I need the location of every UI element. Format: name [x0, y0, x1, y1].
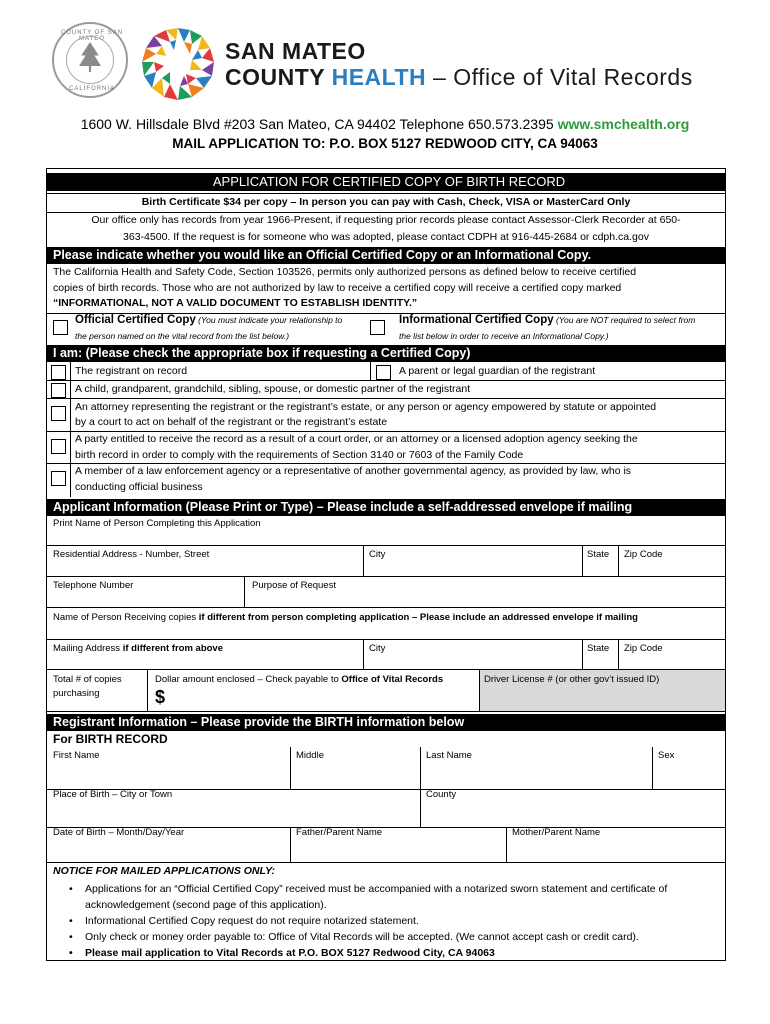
receiving-label-a: Name of Person Receiving copies	[53, 612, 199, 623]
dollar-amount-label	[155, 674, 443, 686]
brand-county: COUNTY	[225, 64, 325, 90]
total-copies-label-2: purchasing	[53, 688, 100, 699]
option-family: A child, grandparent, grandchild, sibling, spouse, or domestic partner of the registrant	[75, 383, 471, 395]
seal-top-text: COUNTY OF SAN MATEO	[60, 30, 124, 42]
mail-to-address: MAIL APPLICATION TO: P.O. BOX 5127 REDWOOD CITY, CA 94063	[172, 136, 598, 151]
father-label: Father/Parent Name	[296, 827, 383, 838]
records-line-2: 363-4500. If the request is for someone who was adopted, please contact CDPH at 916-445-2684 or cdph.ca.gov	[123, 231, 649, 243]
last-name-label: Last Name	[426, 750, 472, 761]
brand-county-health	[225, 64, 693, 91]
website-link[interactable]: www.smchealth.org	[557, 116, 690, 132]
price-line: Birth Certificate $34 per copy – In person you can pay with Cash, Check, VISA or MasterCard Only	[141, 196, 631, 208]
indicate-bar: Please indicate whether you would like an Official Certified Copy or an Informational Copy.	[47, 247, 725, 264]
info-copy-note-2: the list below in order to receive an Informational Copy.)	[399, 331, 609, 341]
info-copy-note-1: (You are NOT required to select from	[553, 315, 696, 325]
driver-license-label: Driver License # (or other gov’t issued ID)	[484, 674, 660, 685]
sex-label: Sex	[658, 750, 675, 761]
place-of-birth-label: Place of Birth – City or Town	[53, 789, 173, 800]
zip-label: Zip Code	[624, 549, 663, 560]
mother-label: Mother/Parent Name	[512, 827, 601, 838]
mailing-state-label: State	[587, 643, 610, 654]
brand-health: HEALTH	[331, 64, 427, 90]
official-copy-checkbox[interactable]	[53, 320, 68, 335]
dollar-label-b: Office of Vital Records	[341, 674, 444, 685]
official-copy-label-row	[75, 313, 342, 329]
info-copy-label: Informational Certified Copy	[399, 314, 554, 326]
purpose-label: Purpose of Request	[252, 580, 336, 591]
official-copy-label: Official Certified Copy	[75, 314, 196, 326]
option-law-1: A member of a law enforcement agency or a representative of another governmental agency, as provided by law, who is	[75, 465, 632, 477]
state-label: State	[587, 549, 610, 560]
option-court-2: birth record in order to comply with the requirements of Section 3140 or 7603 of the Family Code	[75, 449, 524, 461]
notice-item-4: • Please mail application to Vital Records at P.O. BOX 5127 Redwood City, CA 94063	[69, 945, 719, 961]
dollar-sign: $	[155, 687, 166, 707]
smc-health-logo-icon	[140, 26, 216, 102]
code-line-1: The California Health and Safety Code, Section 103526, permits only authorized persons as defined below to receive certified	[53, 266, 637, 278]
brand-san-mateo: SAN MATEO	[225, 38, 366, 64]
option-attorney-2: by a court to act on behalf of the registrant or the registrant’s estate	[75, 416, 388, 428]
option-parent: A parent or legal guardian of the registrant	[399, 365, 596, 377]
print-name-label: Print Name of Person Completing this Application	[53, 518, 261, 529]
code-line-3: “INFORMATIONAL, NOT A VALID DOCUMENT TO ESTABLISH IDENTITY.”	[53, 297, 418, 309]
option-registrant: The registrant on record	[75, 365, 188, 377]
info-copy-label-row	[399, 313, 695, 329]
city-label: City	[369, 549, 386, 560]
receiving-name-label	[53, 612, 638, 624]
official-copy-note-2: the person named on the vital record from the list below.)	[75, 331, 290, 341]
dob-label: Date of Birth – Month/Day/Year	[53, 827, 185, 838]
notice-item-2: • Informational Certified Copy request do not require notarized statement.	[69, 913, 719, 929]
registrant-checkbox[interactable]	[51, 365, 66, 380]
receiving-label-b: if different from person completing application – Please include an addressed envelope if mailing	[198, 612, 638, 623]
records-line-1: Our office only has records from year 1966-Present, if requesting prior records please contact Assessor-Clerk Recorder at 650-	[91, 214, 681, 226]
mailing-label-b: if different from above	[122, 643, 223, 654]
brand-office-title: – Office of Vital Records	[426, 64, 693, 90]
court-order-checkbox[interactable]	[51, 439, 66, 454]
registrant-bar: Registrant Information – Please provide the BIRTH information below	[47, 714, 725, 731]
mailing-address-label	[53, 643, 223, 655]
option-court-1: A party entitled to receive the record as a result of a court order, or an attorney or a licensed adoption agency seeking the	[75, 433, 638, 445]
office-address	[0, 116, 770, 132]
form-title: APPLICATION FOR CERTIFIED COPY OF BIRTH RECORD	[47, 173, 725, 191]
address-text: 1600 W. Hillsdale Blvd #203 San Mateo, CA 94402 Telephone 650.573.2395	[80, 116, 558, 132]
notice-item-1	[69, 881, 719, 913]
middle-label: Middle	[296, 750, 324, 761]
law-enforcement-checkbox[interactable]	[51, 471, 66, 486]
notice-list	[69, 881, 719, 961]
notice-1a: Applications for an “Official Certified Copy” received must be accompanied with a notarized sworn statement and certificate of	[85, 883, 668, 895]
notice-1b: acknowledgement (second page of this application).	[85, 899, 327, 911]
dollar-label-a: Dollar amount enclosed – Check payable to	[155, 674, 342, 685]
for-birth-record: For BIRTH RECORD	[53, 732, 168, 746]
county-label: County	[426, 789, 457, 800]
family-checkbox[interactable]	[51, 383, 66, 398]
i-am-bar: I am: (Please check the appropriate box if requesting a Certified Copy)	[47, 345, 725, 362]
mailing-city-label: City	[369, 643, 386, 654]
total-copies-label-1: Total # of copies	[53, 674, 122, 685]
mailing-zip-label: Zip Code	[624, 643, 663, 654]
birth-record-application-form	[46, 168, 726, 961]
county-seal-logo	[52, 22, 128, 98]
option-law-2: conducting official business	[75, 481, 203, 493]
applicant-bar: Applicant Information (Please Print or Type) – Please include a self-addressed envelope if mailing	[47, 499, 725, 516]
notice-item-3: • Only check or money order payable to: Office of Vital Records will be accepted. (We cannot accept cash or credit card).	[69, 929, 719, 945]
mailing-label-a: Mailing Address	[53, 643, 123, 654]
notice-title: NOTICE FOR MAILED APPLICATIONS ONLY:	[53, 865, 276, 877]
first-name-label: First Name	[53, 750, 100, 761]
option-attorney-1: An attorney representing the registrant or the registrant’s estate, or any person or agency empowered by statute or appointed	[75, 401, 657, 413]
informational-copy-checkbox[interactable]	[370, 320, 385, 335]
parent-checkbox[interactable]	[376, 365, 391, 380]
official-copy-note-1: (You must indicate your relationship to	[195, 315, 343, 325]
telephone-label: Telephone Number	[53, 580, 134, 591]
code-line-2: copies of birth records. Those who are not authorized by law to receive a certified copy will receive a certified copy marked	[53, 282, 622, 294]
seal-bottom-text: CALIFORNIA	[68, 86, 115, 92]
print-name-field[interactable]	[47, 515, 725, 545]
residential-address-label: Residential Address - Number, Street	[53, 549, 210, 560]
attorney-checkbox[interactable]	[51, 406, 66, 421]
